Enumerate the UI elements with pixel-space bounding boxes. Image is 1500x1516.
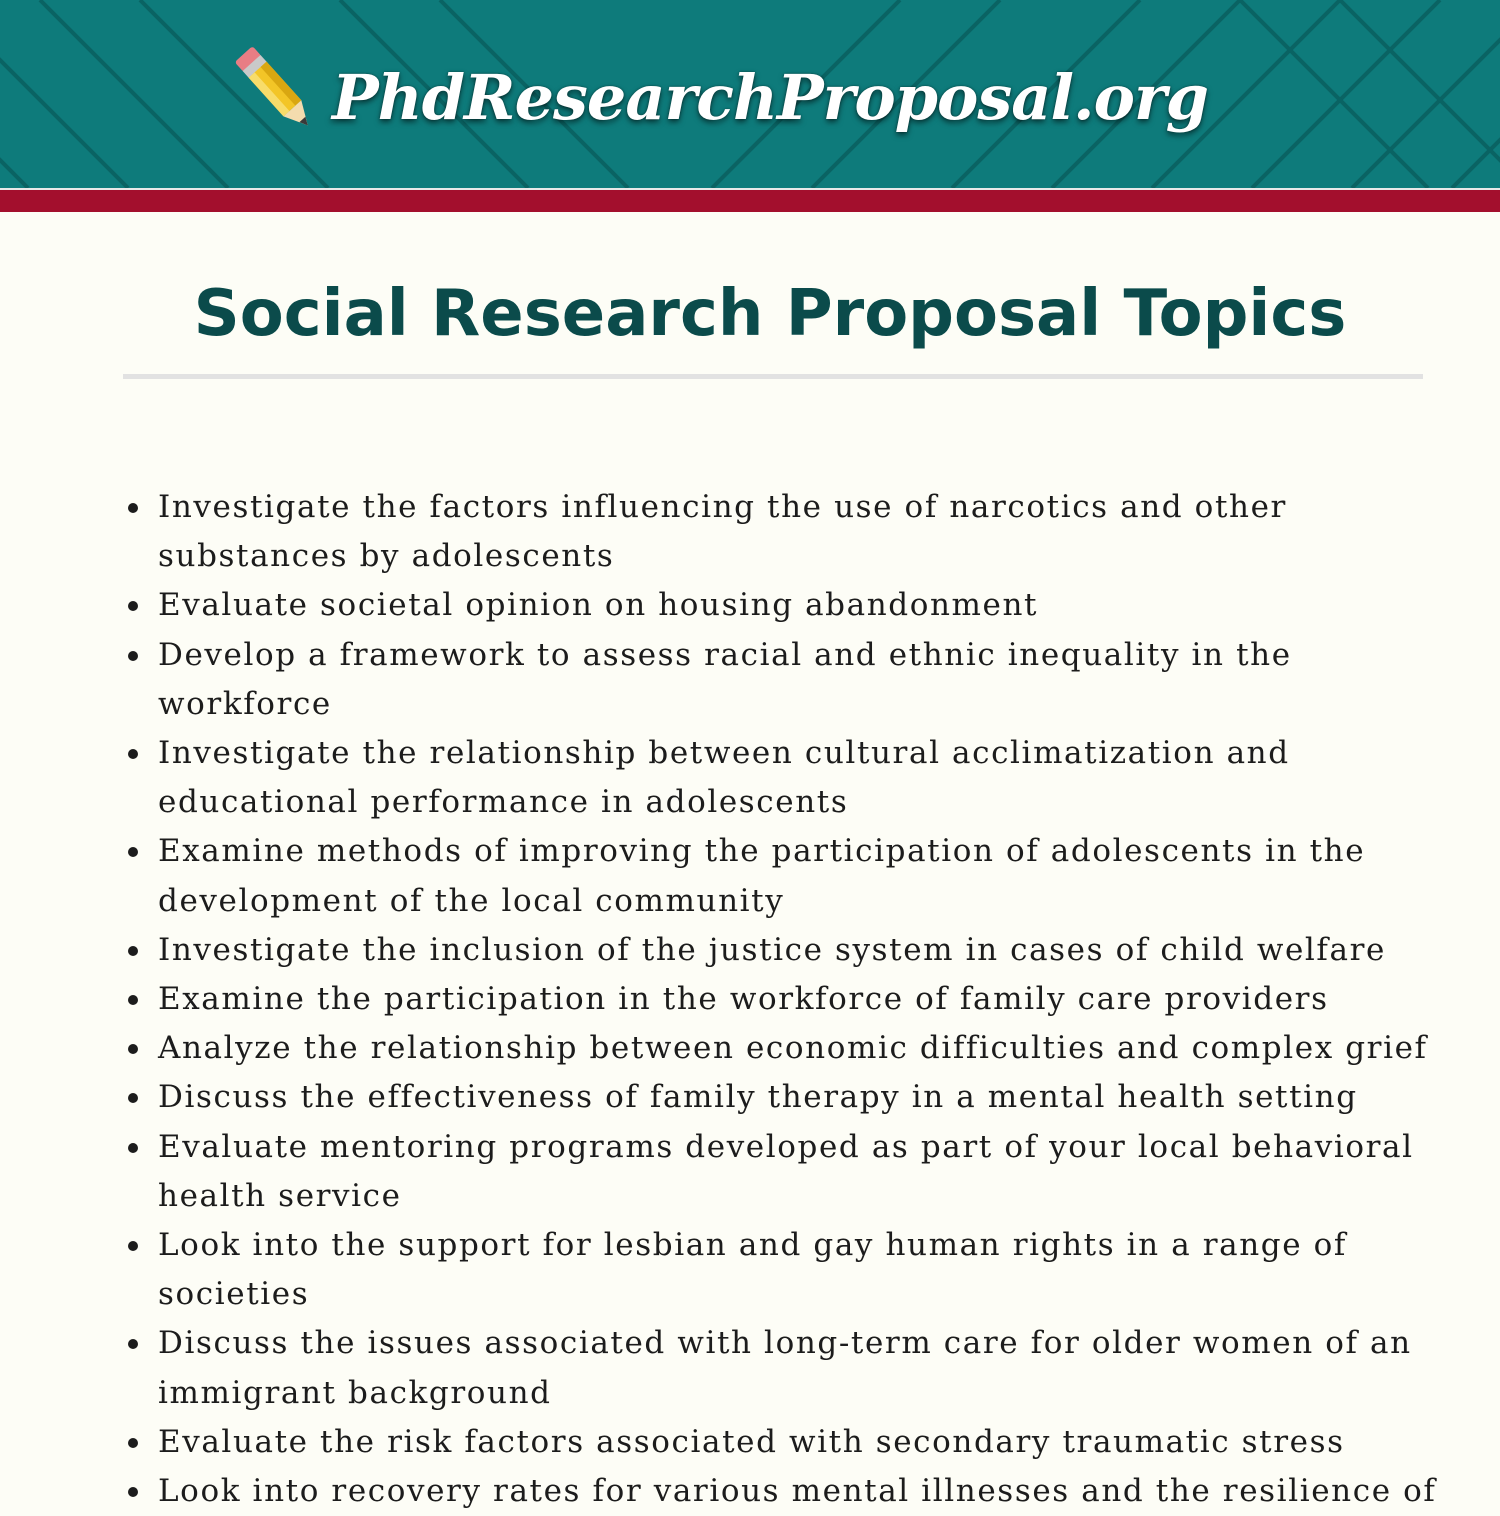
topic-text: Analyze the relationship between economic difficulties and complex grief <box>158 1030 1428 1067</box>
list-item <box>158 1073 1458 1122</box>
topic-text: Look into recovery rates for various mental illnesses and the resilience of <box>158 1473 1437 1510</box>
topic-text: Evaluate societal opinion on housing abandonment <box>158 587 1039 624</box>
list-item <box>158 729 1458 827</box>
bullet-icon <box>128 946 138 956</box>
topic-text: Investigate the inclusion of the justice system in cases of child welfare <box>158 931 1386 968</box>
bullet-icon <box>128 1044 138 1054</box>
topic-list <box>158 483 1458 1516</box>
site-logo[interactable]: PhdResearchProposal.org <box>332 61 1208 134</box>
bullet-icon <box>128 651 138 661</box>
topic-text: Discuss the issues associated with long-term care for older women of an immigrant background <box>158 1325 1412 1411</box>
topic-text: Examine the participation in the workforce of family care providers <box>158 981 1329 1018</box>
list-item <box>158 1024 1458 1073</box>
list-item <box>158 926 1458 975</box>
topic-text: Look into the support for lesbian and gay human rights in a range of societies <box>158 1227 1347 1313</box>
topic-text: Evaluate the risk factors associated with secondary traumatic stress <box>158 1423 1345 1460</box>
bullet-icon <box>128 1093 138 1103</box>
list-item <box>158 483 1458 581</box>
bullet-icon <box>128 847 138 857</box>
bullet-icon <box>128 995 138 1005</box>
header-accent-stripe <box>0 188 1500 212</box>
topic-text: Evaluate mentoring programs developed as part of your local behavioral health service <box>158 1128 1414 1214</box>
bullet-icon <box>128 1487 138 1497</box>
bullet-icon <box>128 601 138 611</box>
bullet-icon <box>128 1241 138 1251</box>
list-item <box>158 631 1458 729</box>
list-item <box>158 1221 1458 1319</box>
title-divider <box>123 374 1423 379</box>
topic-text: Investigate the factors influencing the use of narcotics and other substances by adolescents <box>158 489 1287 575</box>
topic-text: Examine methods of improving the participation of adolescents in the development of the local community <box>158 833 1366 919</box>
bullet-icon <box>128 749 138 759</box>
bullet-icon <box>128 1438 138 1448</box>
bullet-icon <box>128 1143 138 1153</box>
list-item <box>158 1467 1458 1516</box>
topic-text: Investigate the relationship between cultural acclimatization and educational performance in adolescents <box>158 735 1290 821</box>
list-item <box>158 827 1458 925</box>
bullet-icon <box>128 1339 138 1349</box>
list-item <box>158 581 1458 630</box>
topic-text: Develop a framework to assess racial and ethnic inequality in the workforce <box>158 636 1292 722</box>
list-item <box>158 1319 1458 1417</box>
list-item <box>158 1123 1458 1221</box>
site-header <box>0 0 1500 188</box>
pencil-icon <box>225 34 325 144</box>
list-item <box>158 975 1458 1024</box>
bullet-icon <box>128 503 138 513</box>
topic-text: Discuss the effectiveness of family therapy in a mental health setting <box>158 1079 1358 1116</box>
page-title: Social Research Proposal Topics <box>193 277 1347 351</box>
list-item <box>158 1418 1458 1467</box>
